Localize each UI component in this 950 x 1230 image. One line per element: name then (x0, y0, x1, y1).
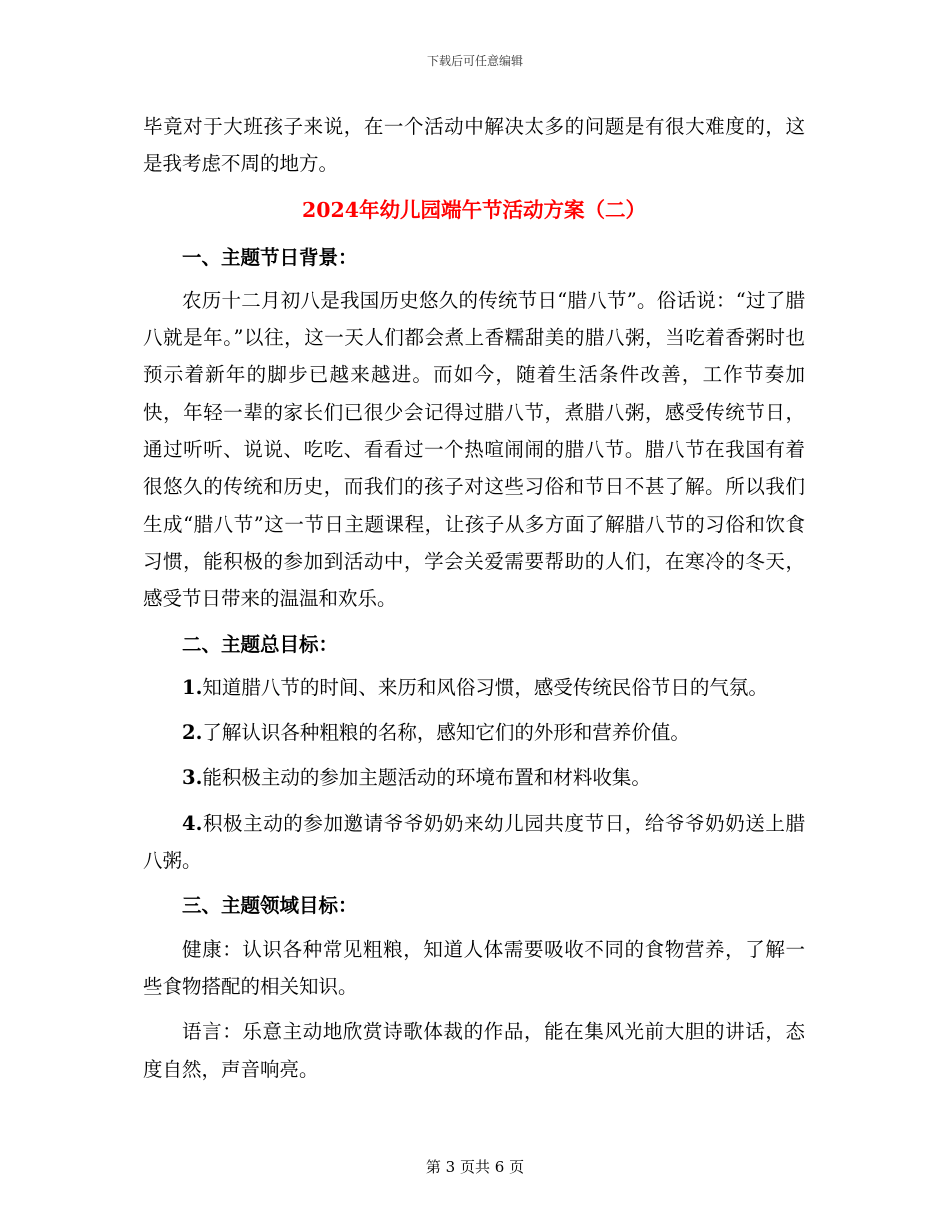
health-goal-paragraph: 健康：认识各种常见粗粮，知道人体需要吸收不同的食物营养，了解一些食物搭配的相关知识。 (143, 937, 805, 998)
goal-text: 能积极主动的参加主题活动的环境布置和材料收集。 (202, 766, 651, 790)
goal-number: 3. (182, 766, 203, 790)
section-heading-background: 一、主题节日背景： (182, 245, 358, 269)
goal-text: 了解认识各种粗粮的名称，感知它们的外形和营养价值。 (202, 721, 690, 745)
section-heading-goals: 二、主题总目标： (182, 632, 339, 656)
goal-item-4 (143, 805, 805, 880)
goal-number: 4. (182, 811, 203, 835)
continuation-paragraph: 毕竟对于大班孩子来说，在一个活动中解决太多的问题是有很大难度的，这是我考虑不周的地方。 (143, 115, 805, 176)
document-body (143, 108, 805, 1088)
language-goal-paragraph: 语言：乐意主动地欣赏诗歌体裁的作品，能在集风光前大胆的讲话，态度自然，声音响亮。 (143, 1020, 805, 1081)
goal-number: 1. (182, 675, 203, 699)
page-header: 下载后可任意编辑 (426, 54, 523, 68)
goal-text: 知道腊八节的时间、来历和风俗习惯，感受传统民俗节日的气氛。 (202, 675, 768, 699)
background-paragraph: 农历十二月初八是我国历史悠久的传统节日“腊八节”。俗话说：“过了腊八就是年。”以往，这一天人们都会煮上香糯甜美的腊八粥，当吃着香粥时也预示着新年的脚步已越来越进。而如今，随着生活条件改善，工作节奏加快，年轻一辈的家长们已很少会记得过腊八节，煮腊八粥，感受传统节日，通过听听、说说、吃吃、看看过一个热喧闹闹的腊八节。腊八节在我国有着很悠久的传统和历史，而我们的孩子对这些习俗和节日不甚了解。所以我们生成“腊八节”这一节日主题课程，让孩子从多方面了解腊八节的习俗和饮食习惯，能积极的参加到活动中，学会关爱需要帮助的人们，在寒冷的冬天，感受节日带来的温温和欢乐。 (143, 288, 805, 611)
goal-item-3 (143, 759, 805, 796)
goal-item-2 (143, 714, 805, 751)
goal-text: 积极主动的参加邀请爷爷奶奶来幼儿园共度节日，给爷爷奶奶送上腊八粥。 (143, 811, 805, 873)
goal-item-1 (143, 669, 805, 706)
section-heading-domain-goals: 三、主题领域目标： (182, 894, 358, 918)
page-number: 第 3 页共 6 页 (425, 1158, 525, 1176)
document-title: 2024年幼儿园端午节活动方案（二） (301, 197, 647, 222)
goal-number: 2. (182, 721, 203, 745)
